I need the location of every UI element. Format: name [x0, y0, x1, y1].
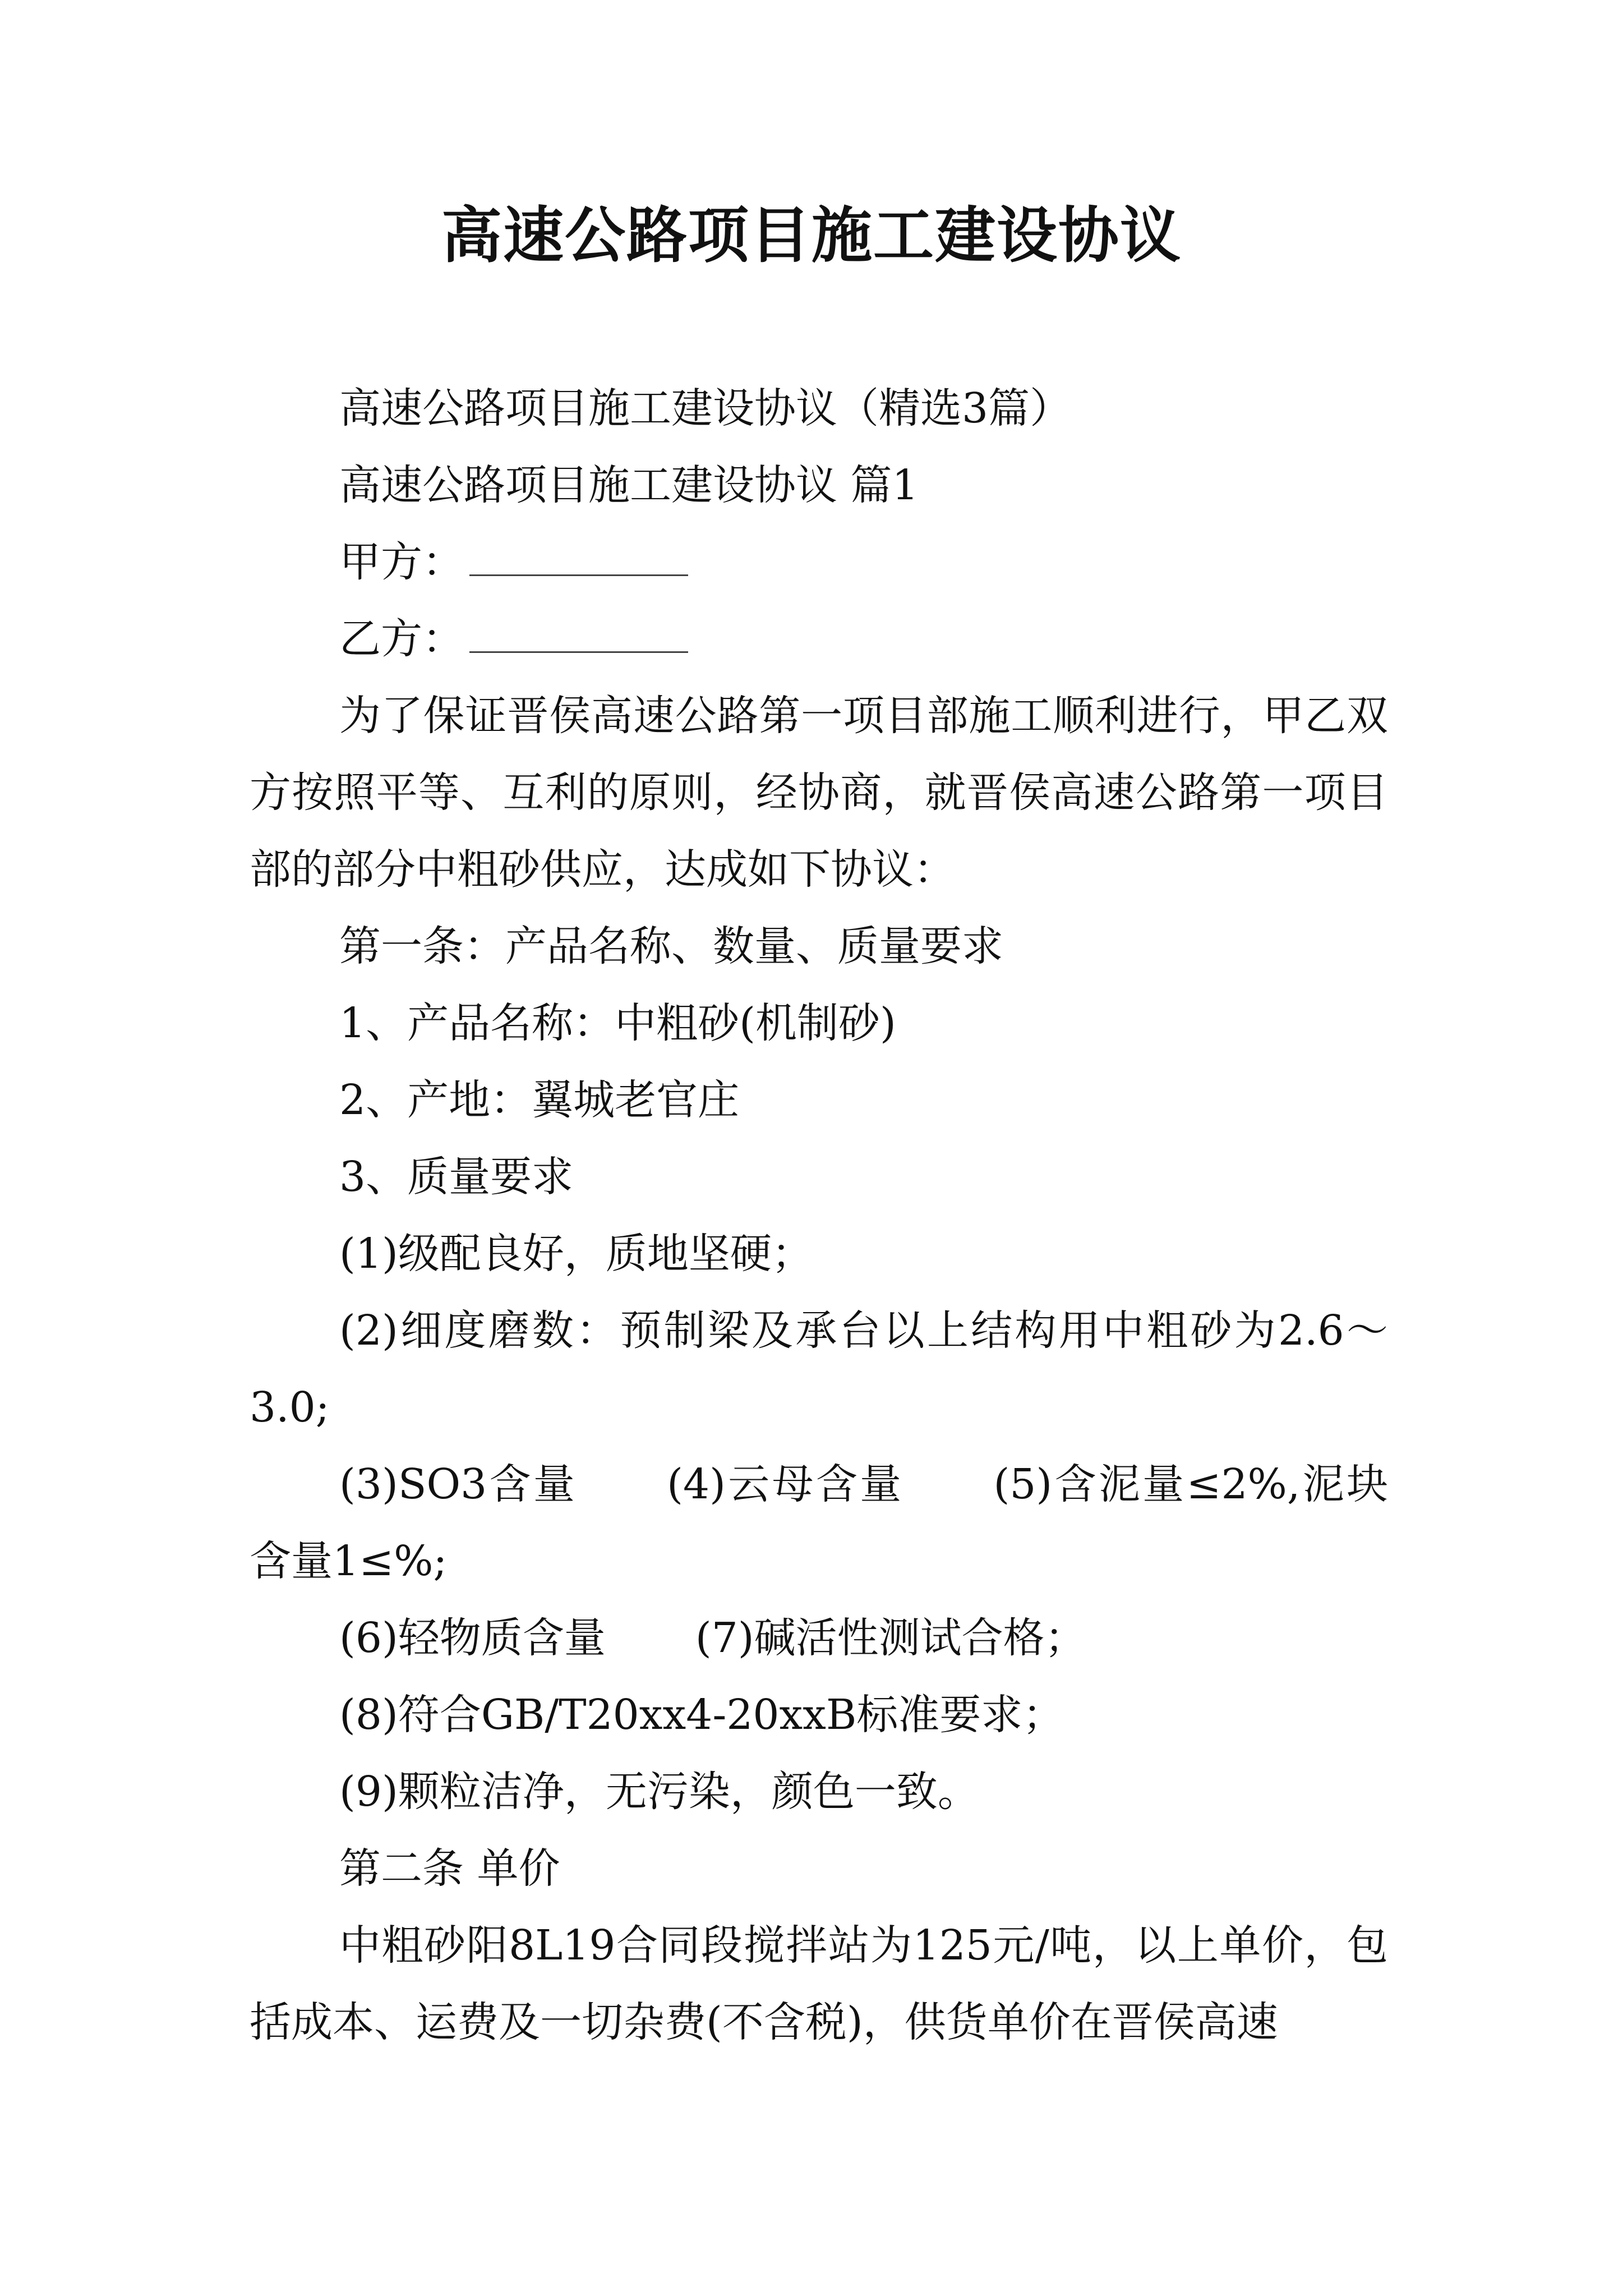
article1-heading: 第一条：产品名称、数量、质量要求 [339, 922, 1003, 970]
requirements-6-7 [250, 1600, 1388, 1677]
article2-paragraph: 中粗砂阳8L19合同段搅拌站为125元/吨，以上单价，包括成本、运费及一切杂费(不含税)，供货单价在晋侯高速 [250, 1921, 1388, 2046]
item-product-name: 1、产品名称：中粗砂(机制砂) [339, 999, 896, 1047]
party-a-label: 甲方： [339, 538, 464, 586]
party-b-label: 乙方： [339, 615, 464, 663]
document-title: 高速公路项目施工建设协议 [441, 200, 1182, 271]
intro-paragraph: 为了保证晋侯高速公路第一项目部施工顺利进行，甲乙双方按照平等、互利的原则，经协商，就晋侯高速公路第一项目部的部分中粗砂供应，达成如下协议： [250, 692, 1388, 894]
requirement-8: (8)符合GB/T20xx4-20xxB标准要求； [339, 1691, 1064, 1739]
requirement-2: (2)细度磨数：预制梁及承台以上结构用中粗砂为2.6～3.0; [250, 1306, 1388, 1432]
party-b-line [250, 601, 1388, 678]
requirements-3-5 [250, 1446, 1388, 1600]
requirement-9: (9)颗粒洁净，无污染，颜色一致。 [339, 1768, 979, 1816]
party-a-blank [469, 541, 688, 576]
item-origin: 2、产地：翼城老官庄 [339, 1076, 740, 1124]
party-b-blank [469, 618, 688, 653]
article2-heading: 第二条 单价 [339, 1844, 560, 1893]
requirement-6: (6)轻物质含量 [339, 1614, 606, 1662]
document-body [250, 370, 1388, 2061]
section-heading: 高速公路项目施工建设协议 篇1 [339, 461, 919, 509]
requirement-7: (7)碱活性测试合格； [695, 1614, 1086, 1662]
requirement-1: (1)级配良好，质地坚硬； [339, 1230, 813, 1278]
item-quality: 3、质量要求 [339, 1153, 574, 1201]
subtitle: 高速公路项目施工建设协议（精选3篇） [339, 384, 1072, 432]
requirement-5: (5)含泥量≤2%,泥块含量1≤%; [250, 1460, 1388, 1585]
party-a-line [250, 524, 1388, 601]
requirement-3: (3)SO3含量 [339, 1460, 578, 1508]
requirement-4: (4)云母含量 [667, 1460, 904, 1508]
